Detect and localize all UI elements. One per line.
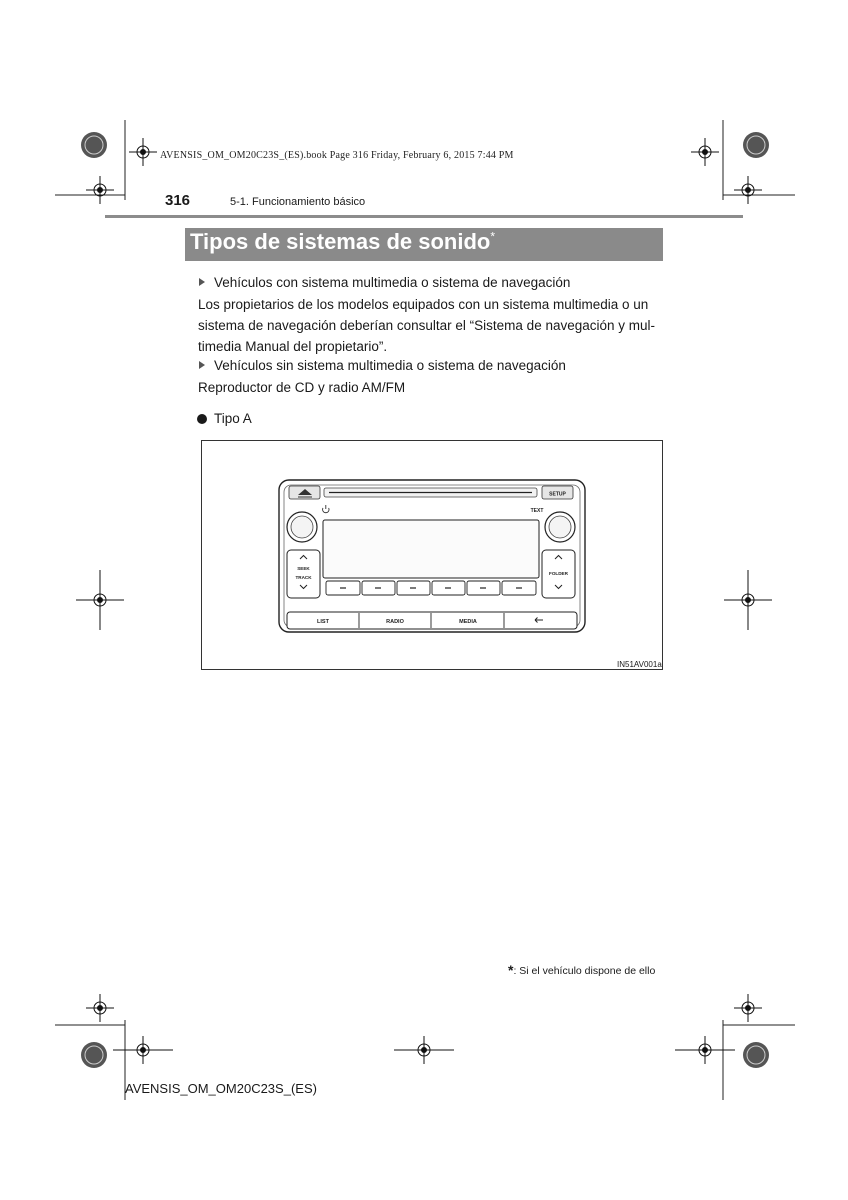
bottom-button-bar [287,612,577,629]
item-arrow-1 [199,272,570,293]
tune-knob [545,512,575,542]
media-button-label: MEDIA [459,619,477,625]
footnote-text: : Si el vehículo dispone de ello [513,965,656,977]
list-button-label: LIST [317,619,329,625]
audio-unit-illustration [201,440,663,670]
footnote [508,962,655,978]
footnote-marker: * [508,962,514,978]
footer-doc-id: AVENSIS_OM_OM20C23S_(ES) [125,1081,317,1096]
paragraph-line: sistema de navegación deberían consultar el “Sistema de navegación y mul- [198,318,656,333]
paragraph-2 [198,377,405,398]
paragraph-line: Reproductor de CD y radio AM/FM [198,380,406,395]
item-text: Vehículos sin sistema multimedia o sistema de navegación [214,358,566,373]
paragraph-line: Los propietarios de los modelos equipados con un sistema multimedia o un [198,297,649,312]
text-label: TEXT [530,508,544,514]
display-screen [323,520,539,578]
seek-track-button [287,550,320,598]
radio-button-label: RADIO [386,619,404,625]
paragraph-1 [198,294,663,357]
header-rule [105,215,743,218]
item-arrow-2 [199,355,566,376]
arrow-bullet-icon [199,361,205,369]
arrow-bullet-icon [199,278,205,286]
paragraph-line: timedia Manual del propietario”. [198,339,388,354]
item-text: Tipo A [214,411,252,426]
item-bullet-tipo-a [197,408,252,429]
page-title-text: Tipos de sistemas de sonido [190,229,491,254]
print-header: AVENSIS_OM_OM20C23S_(ES).book Page 316 Friday, February 6, 2015 7:44 PM [160,150,514,161]
volume-knob [287,512,317,542]
title-footnote-marker: * [490,229,496,244]
folder-label: FOLDER [549,571,568,576]
item-text: Vehículos con sistema multimedia o sistema de navegación [214,275,571,290]
section-label: 5-1. Funcionamiento básico [230,196,366,208]
setup-label: SETUP [549,491,566,498]
track-label: TRACK [295,575,312,580]
seek-label: SEEK [297,566,310,571]
page-title [190,229,495,255]
figure-id: IN51AV001a [617,660,662,669]
page-number: 316 [165,192,191,209]
bullet-dot-icon [197,414,207,424]
